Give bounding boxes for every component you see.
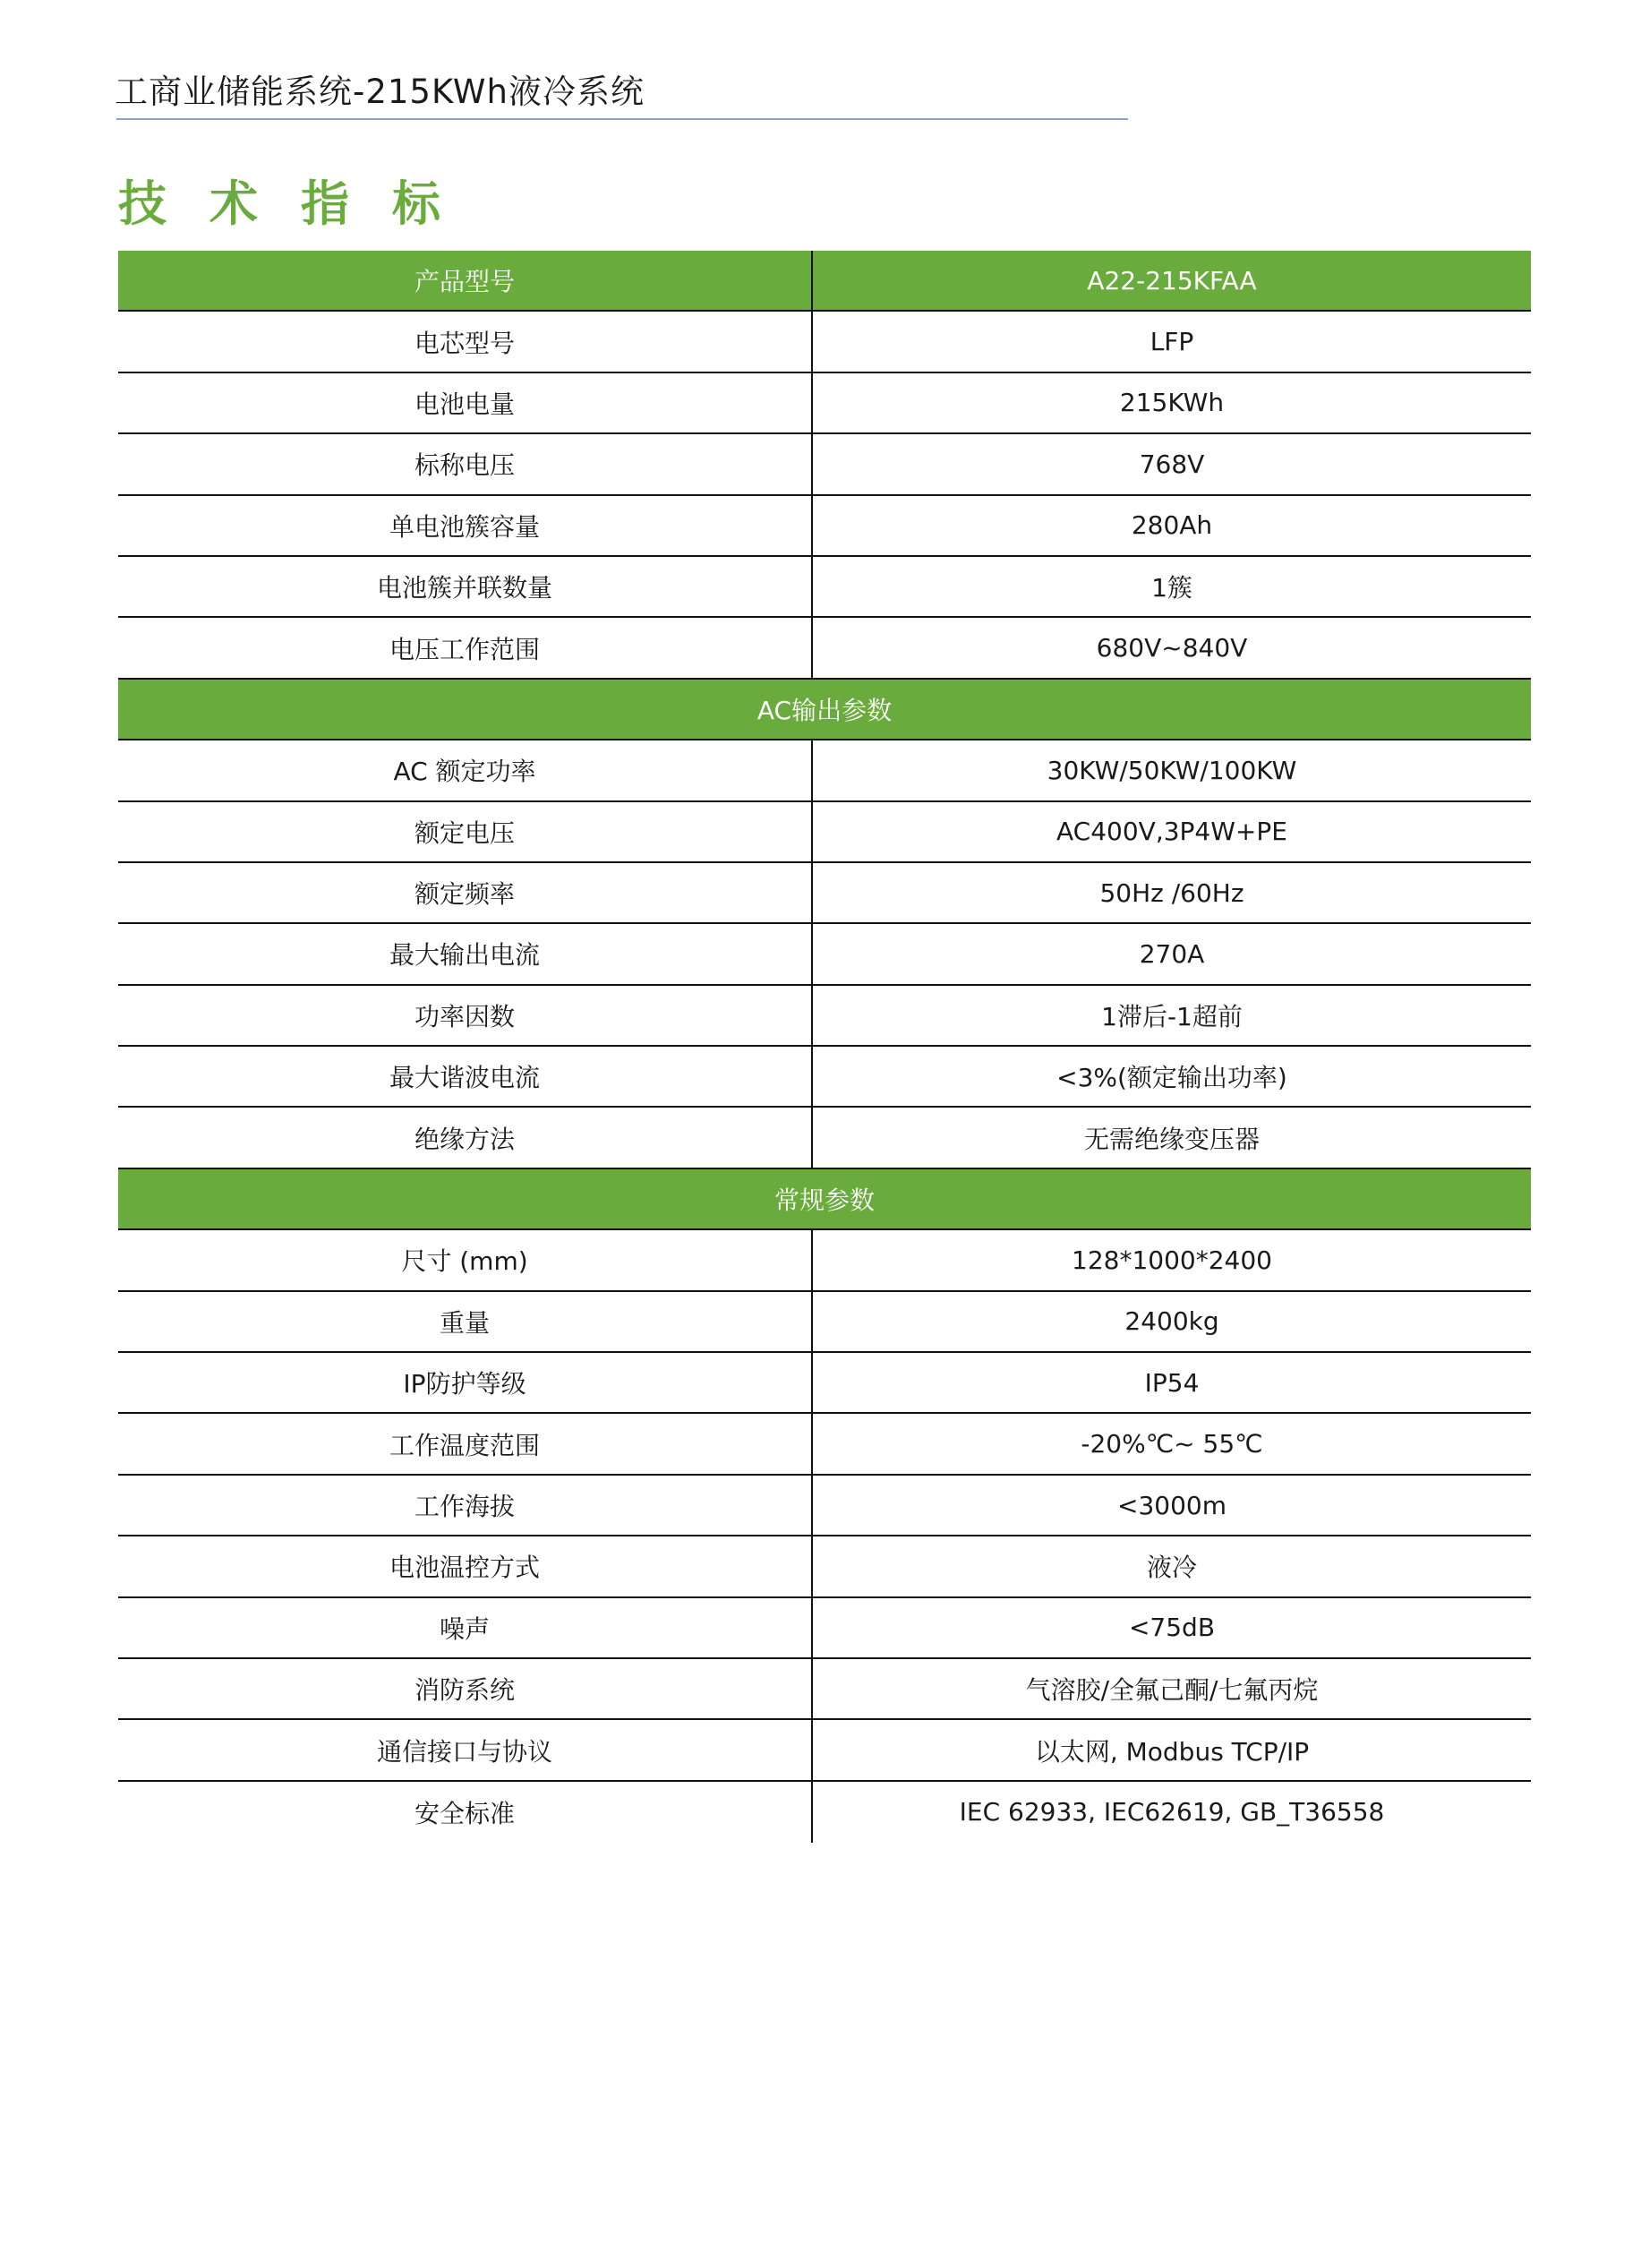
table-row (118, 434, 1531, 495)
table-row (118, 986, 1531, 1047)
ac-section-header-row (118, 680, 1531, 740)
spec-value: 768V (1139, 449, 1205, 479)
table-row (118, 802, 1531, 863)
spec-value: 2400kg (1124, 1306, 1219, 1337)
spec-label: 最大输出电流 (118, 924, 813, 983)
spec-label: 尺寸 (mm) (118, 1230, 813, 1289)
table-row (118, 1230, 1531, 1291)
spec-value: 215KWh (1119, 388, 1225, 418)
spec-value: 30KW/50KW/100KW (1047, 755, 1297, 785)
spec-label: IP防护等级 (118, 1353, 813, 1412)
spec-value: AC400V,3P4W+PE (1056, 817, 1287, 847)
spec-label: 标称电压 (118, 434, 813, 493)
spec-value: 270A (1139, 938, 1205, 969)
general-section-header-row (118, 1169, 1531, 1230)
spec-value: <3%(额定输出功率) (1056, 1063, 1287, 1093)
spec-label: 单电池簇容量 (118, 496, 813, 555)
table-row (118, 1414, 1531, 1475)
spec-value: 50Hz /60Hz (1099, 877, 1244, 908)
table-row (118, 1659, 1531, 1720)
table-row (118, 1782, 1531, 1843)
spec-label: 电压工作范围 (118, 618, 813, 677)
table-row (118, 1353, 1531, 1414)
spec-value: 无需绝缘变压器 (1083, 1124, 1260, 1154)
spec-label: 绝缘方法 (118, 1108, 813, 1167)
document-header-title: 工商业储能系统-215KWh液冷系统 (115, 73, 645, 111)
spec-label: 额定电压 (118, 802, 813, 861)
spec-label: 功率因数 (118, 986, 813, 1045)
table-row (118, 373, 1531, 434)
spec-value: IEC 62933, IEC62619, GB_T36558 (959, 1797, 1385, 1827)
table-row (118, 924, 1531, 985)
spec-value: 以太网, Modbus TCP/IP (1034, 1736, 1310, 1767)
table-row (118, 740, 1531, 801)
section-title: 技术指标 (118, 175, 483, 232)
model-value-cell: A22-215KFAA (1087, 265, 1257, 295)
spec-label: 安全标准 (118, 1782, 813, 1843)
spec-value: 液冷 (1146, 1553, 1197, 1583)
spec-label: 电池电量 (118, 373, 813, 432)
table-row (118, 618, 1531, 679)
spec-value: <75dB (1128, 1613, 1216, 1643)
spec-value: 680V~840V (1096, 633, 1248, 663)
spec-value: <3000m (1117, 1490, 1226, 1520)
spec-label: 电池簇并联数量 (118, 557, 813, 616)
spec-value: 1簇 (1151, 573, 1192, 603)
spec-label: 消防系统 (118, 1659, 813, 1718)
table-row (118, 1536, 1531, 1597)
header-divider (116, 118, 1128, 120)
spec-table (118, 251, 1531, 1843)
table-row (118, 1047, 1531, 1108)
spec-value: -20%℃~ 55℃ (1081, 1429, 1263, 1459)
table-row (118, 1292, 1531, 1353)
table-row (118, 496, 1531, 557)
spec-value: LFP (1150, 327, 1194, 357)
spec-label: 电芯型号 (118, 312, 813, 371)
spec-label: 最大谐波电流 (118, 1047, 813, 1106)
spec-label: AC 额定功率 (118, 740, 813, 800)
spec-label: 工作温度范围 (118, 1414, 813, 1473)
spec-label: 工作海拔 (118, 1476, 813, 1535)
spec-value: 1滞后-1超前 (1101, 1001, 1243, 1031)
table-row (118, 1598, 1531, 1659)
ac-section-title: AC输出参数 (756, 695, 893, 725)
table-row (118, 863, 1531, 924)
table-header-row (118, 251, 1531, 312)
table-row (118, 1720, 1531, 1781)
spec-label: 噪声 (118, 1598, 813, 1657)
table-row (118, 1108, 1531, 1168)
spec-value: IP54 (1144, 1367, 1200, 1398)
spec-value: 气溶胶/全氟己酮/七氟丙烷 (1025, 1675, 1319, 1706)
spec-label: 通信接口与协议 (118, 1720, 813, 1779)
table-row (118, 312, 1531, 372)
general-section-title: 常规参数 (773, 1185, 875, 1216)
spec-value: 280Ah (1131, 510, 1213, 541)
table-row (118, 1476, 1531, 1536)
spec-value: 128*1000*2400 (1072, 1245, 1272, 1275)
model-label-cell: 产品型号 (118, 251, 813, 310)
spec-label: 电池温控方式 (118, 1536, 813, 1596)
spec-label: 额定频率 (118, 863, 813, 922)
table-row (118, 557, 1531, 618)
spec-label: 重量 (118, 1292, 813, 1351)
